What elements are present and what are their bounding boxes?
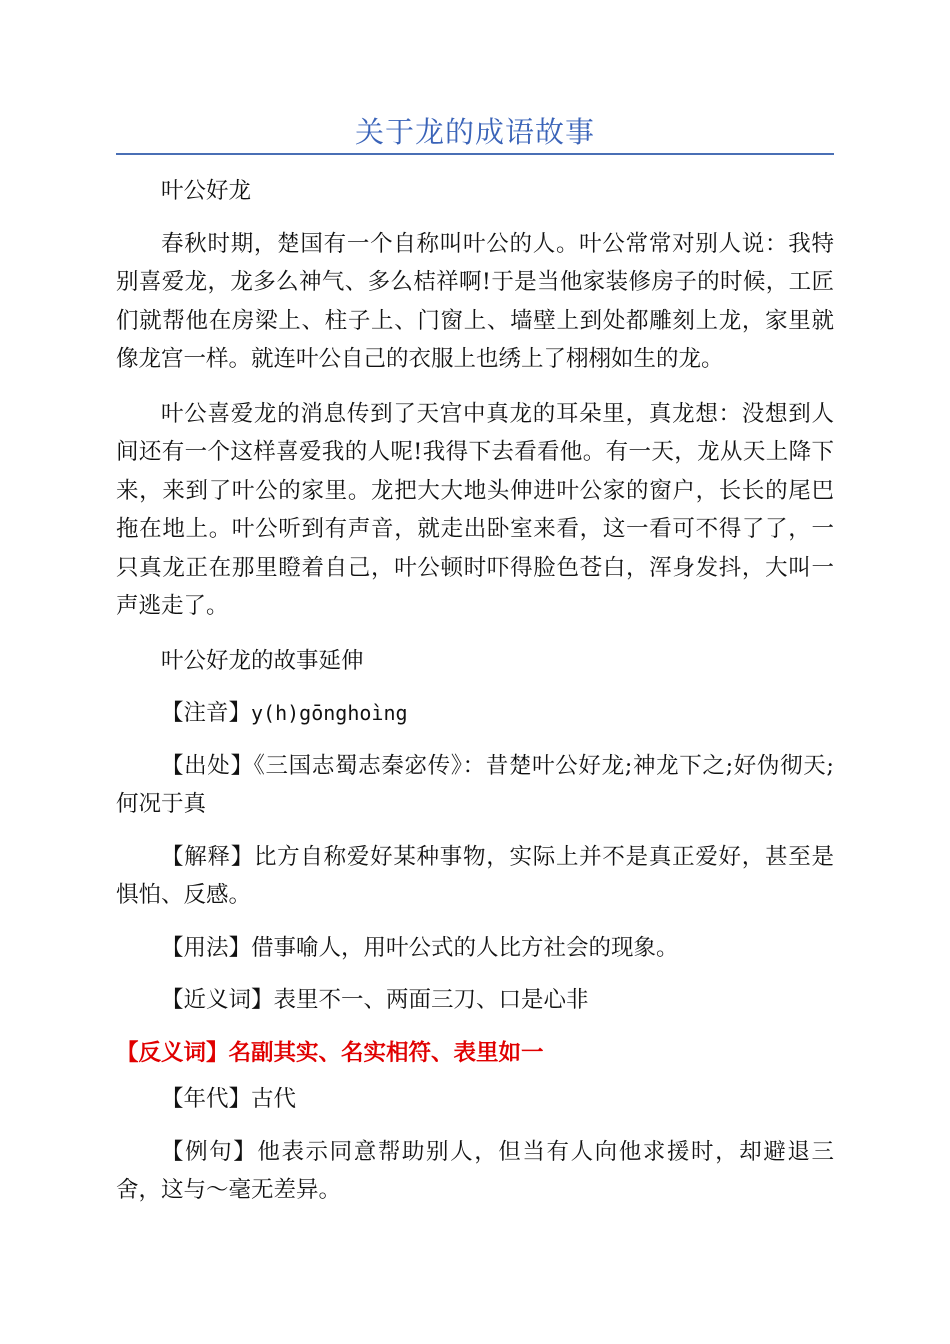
antonym-value: 名副其实、名实相符、表里如一 [228,1039,544,1066]
document-body [116,172,834,1224]
entry-meaning [116,838,834,915]
document-title: 关于龙的成语故事 [354,115,595,149]
example-value: 他表示同意帮助别人，但当有人向他求援时，却避退三舍，这与～毫无差异。 [116,1138,834,1203]
synonym-value: 表里不一、两面三刀、口是心非 [273,987,589,1013]
synonym-label: 【近义词】 [161,987,274,1013]
heading-ye-gong: 叶公好龙 [161,178,252,204]
story-paragraph-1: 春秋时期，楚国有一个自称叫叶公的人。叶公常常对别人说：我特别喜爱龙，龙多么神气、多么桔祥啊!于是当他家装修房子的时候，工匠们就帮他在房梁上、柱子上、门窗上、墙壁上到处都雕刻上龙，家里就像龙宫一样。就连叶公自己的衣服上也绣上了栩栩如生的龙。 [116,230,834,372]
usage-label: 【用法】 [161,934,252,961]
entry-example [116,1133,834,1210]
pinyin-value: y(h)gōnghoìng [251,701,408,725]
meaning-value: 比方自称爱好某种事物，实际上并不是真正爱好，甚至是惧怕、反感。 [116,843,834,908]
entry-pinyin [116,694,834,733]
entry-source [116,747,834,824]
story-paragraph-2: 叶公喜爱龙的消息传到了天宫中真龙的耳朵里，真龙想：没想到人间还有一个这样喜爱我的人呢!我得下去看看他。有一天，龙从天上降下来，来到了叶公的家里。龙把大大地头伸进叶公家的窗户，长长的尾巴拖在地上。叶公听到有声音，就走出卧室来看，这一看可不得了了，一只真龙正在那里瞪着自己，叶公顿时吓得脸色苍白，浑身发抖，大叫一声逃走了。 [116,400,834,619]
example-label: 【例句】 [161,1138,258,1165]
source-label: 【出处】 [161,752,254,779]
entry-era [116,1080,834,1119]
entry-usage [116,929,834,968]
entry-antonym [116,1034,834,1073]
antonym-label: 【反义词】 [116,1039,229,1066]
era-value: 古代 [251,1086,297,1112]
entry-synonym [116,981,834,1020]
meaning-label: 【解释】 [161,843,254,870]
pinyin-label: 【注音】 [161,700,252,726]
heading-extension: 叶公好龙的故事延伸 [161,647,364,674]
title-underline [116,153,834,155]
usage-value: 借事喻人，用叶公式的人比方社会的现象。 [251,934,679,961]
era-label: 【年代】 [161,1086,252,1112]
source-value: 《三国志蜀志秦宓传》：昔楚叶公好龙;神龙下之;好伪彻天;何况于真 [116,752,834,817]
